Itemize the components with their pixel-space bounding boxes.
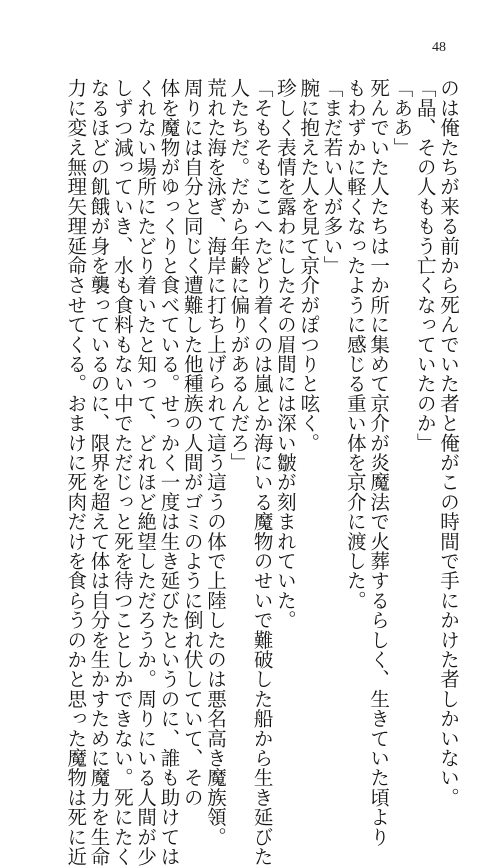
vertical-text-body bbox=[64, 78, 460, 866]
text-line-14: くれない場所にたどり着いたと知って、どれほど絶望しただろうか。周りにいる人間が少 bbox=[134, 78, 158, 866]
text-line-11: 荒れた海を泳ぎ、海岸に打ち上げられて這う這うの体で上陸したのは悪名高き魔族領。 bbox=[204, 78, 228, 847]
text-line-16: なるほどの飢餓が身を襲っているのに、限界を超えて体は自分を生かすために魔力を生命 bbox=[87, 78, 111, 866]
text-line-8: 珍しく表情を露わにしたその眉間には深い皺が刻まれていた。 bbox=[273, 78, 297, 630]
text-line-17: 力に変え無理矢理延命させてくる。おまけに死肉だけを食らうのかと思った魔物は死に近 bbox=[64, 78, 88, 866]
text-line-10: 人たちだ。だから年齢に偏りがあるんだろ」 bbox=[227, 78, 251, 472]
text-line-15: しずつ減っていき、水も食料もない中でただじっと死を待つことしかできない。死にたく bbox=[110, 78, 134, 866]
text-line-4: 死んでいた人たちは一か所に集めて京介が炎魔法で火葬するらしく、生きていた頃より bbox=[367, 78, 391, 847]
text-line-9: 「そもそもここへたどり着くのは嵐とか海にいる魔物のせいで難破した船から生き延びた bbox=[250, 78, 274, 866]
page-number: 48 bbox=[432, 40, 446, 55]
text-line-2: 「晶、その人ももう亡くなっていたのか」 bbox=[413, 78, 437, 453]
text-line-5: もわずかに軽くなったように感じる重い体を京介に渡した。 bbox=[343, 78, 367, 610]
text-line-6: 「まだ若い人が多い」 bbox=[320, 78, 344, 275]
text-line-7: 腕に抱えた人を見て京介がぽつりと呟く。 bbox=[297, 78, 321, 453]
text-line-3: 「ああ」 bbox=[390, 78, 414, 157]
text-line-1: のは俺たちが来る前から死んでいた者と俺がこの時間で手にかけた者しかいない。 bbox=[437, 78, 460, 807]
text-line-13: 体を魔物がゆっくりと食べている。せっかく一度は生き延びたというのに、誰も助けては bbox=[157, 78, 181, 866]
text-line-12: 周りには自分と同じく遭難した他種族の人間がゴミのように倒れ伏していて、その bbox=[180, 78, 204, 807]
